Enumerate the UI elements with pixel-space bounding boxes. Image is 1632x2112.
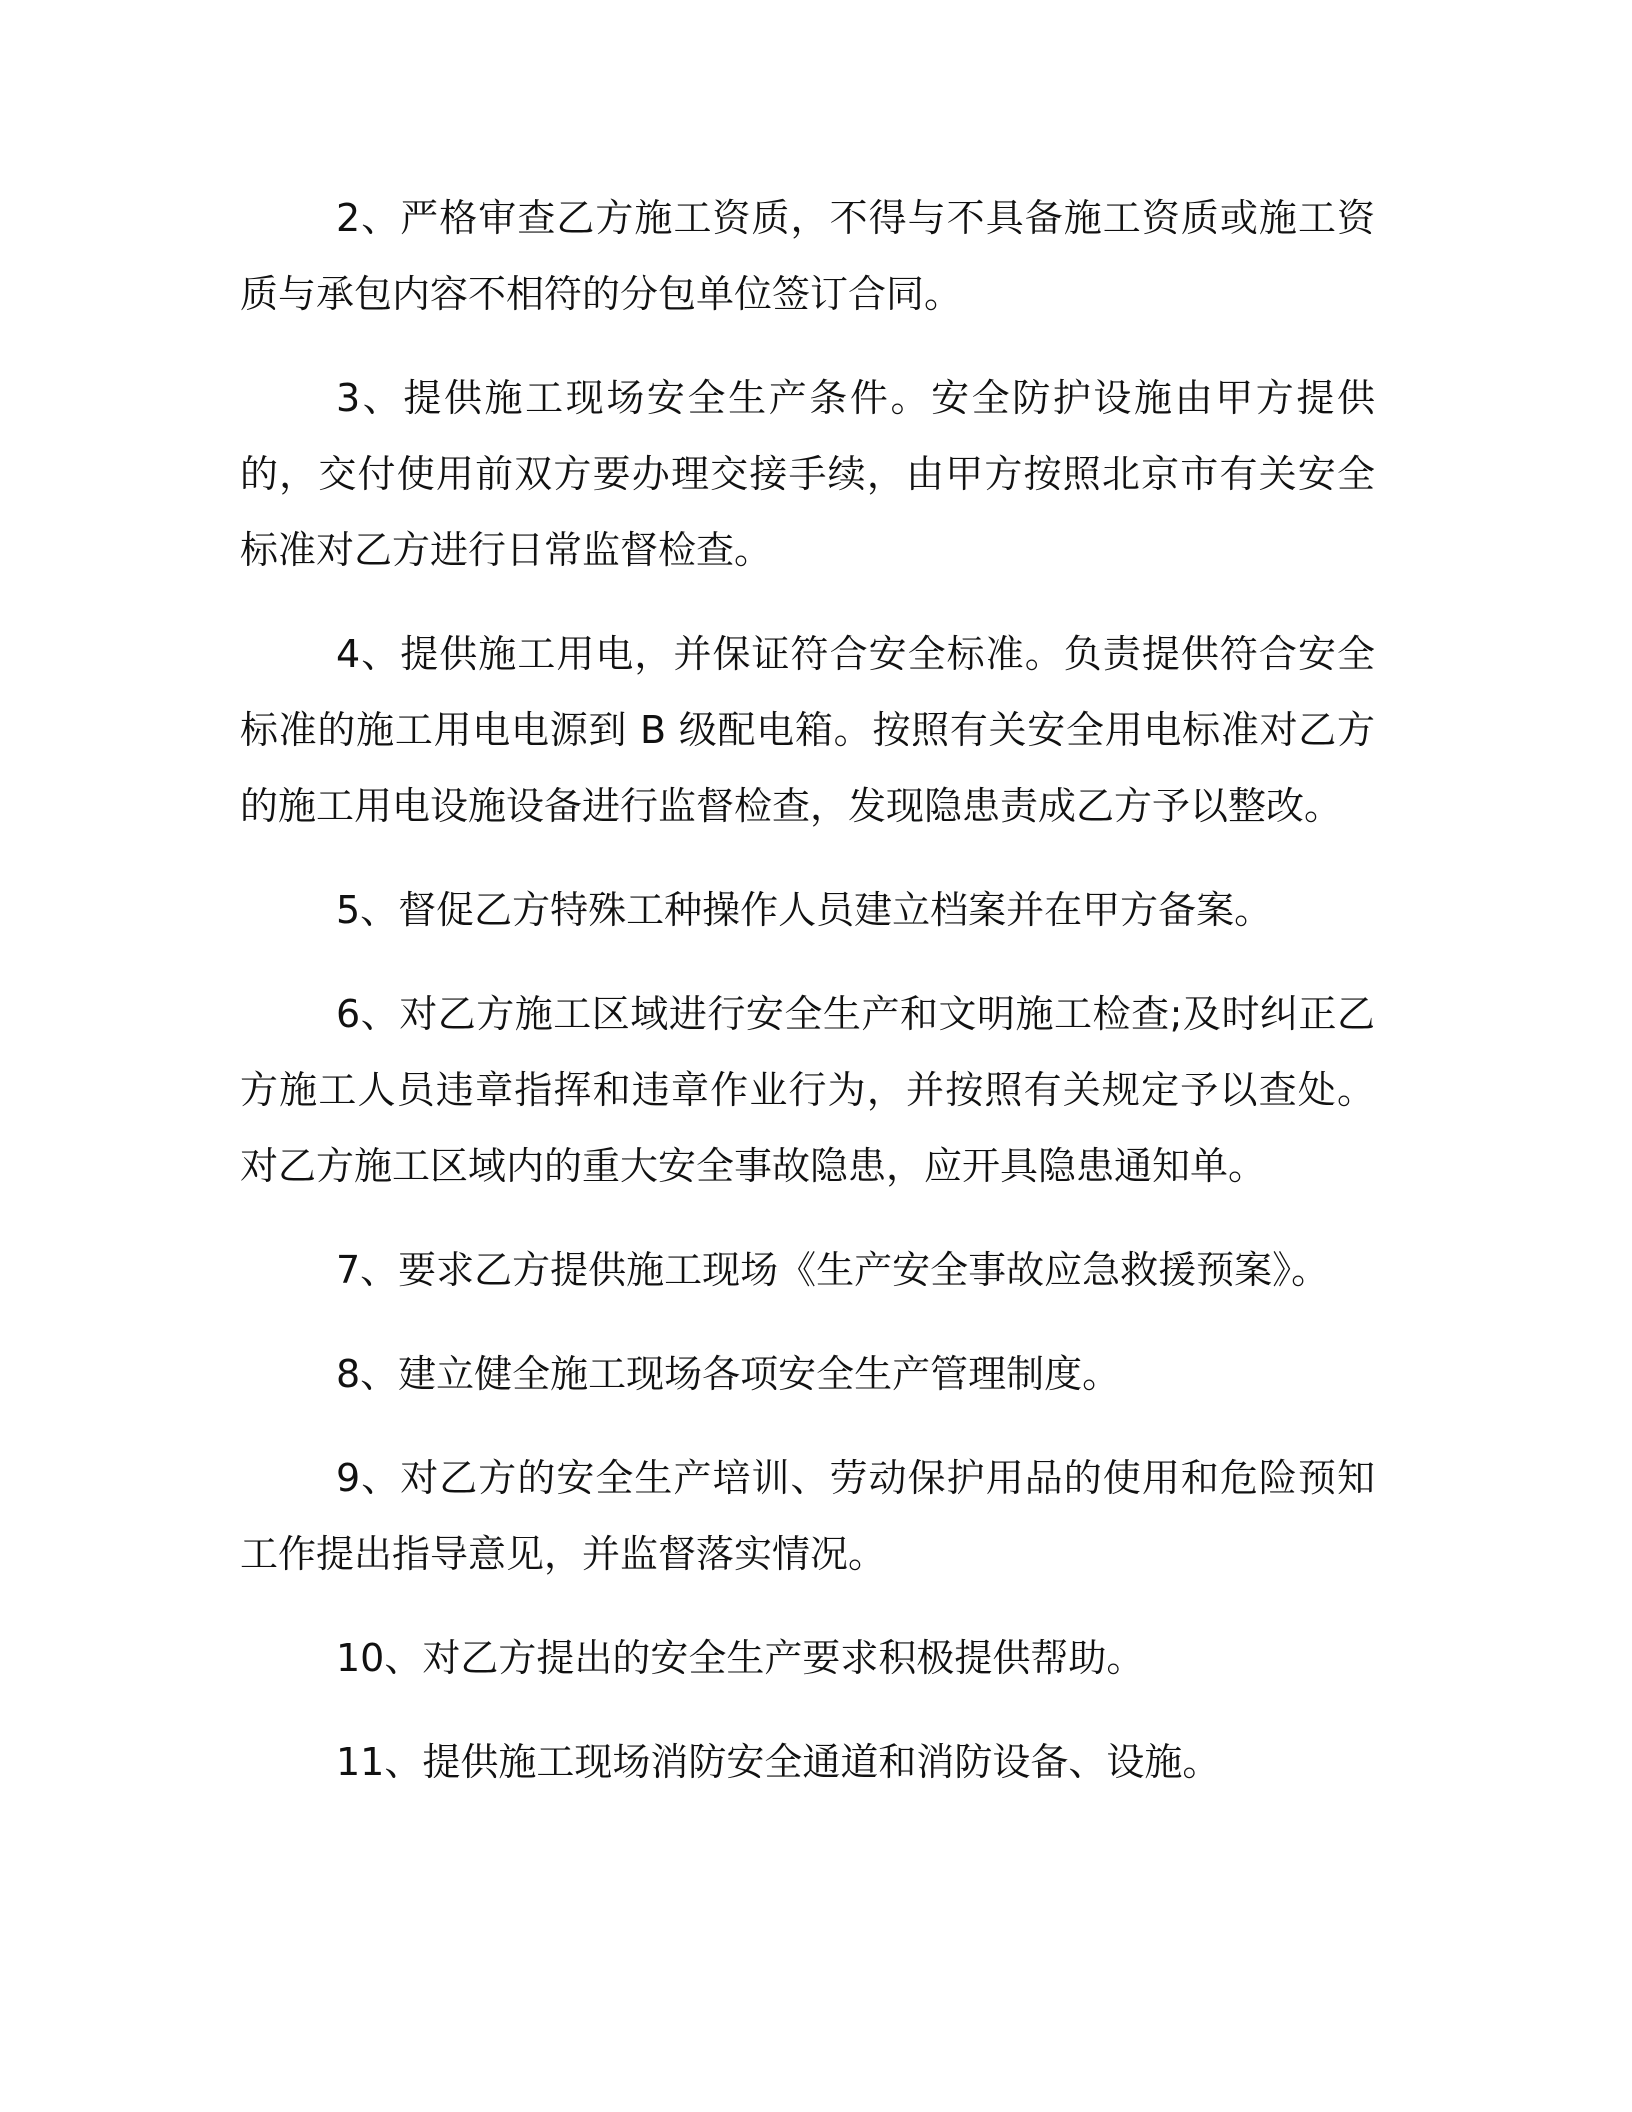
- clause-7: 7、要求乙方提供施工现场《生产安全事故应急救援预案》。: [336, 1248, 1330, 1292]
- clause-3: 3、提供施工现场安全生产条件。安全防护设施由甲方提供的，交付使用前双方要办理交接手续，由甲方按照北京市有关安全标准对乙方进行日常监督检查。: [240, 376, 1375, 572]
- document-body: [240, 180, 1375, 1828]
- clause-9: 9、对乙方的安全生产培训、劳动保护用品的使用和危险预知工作提出指导意见，并监督落实情况。: [240, 1456, 1375, 1576]
- clause-4: 4、提供施工用电，并保证符合安全标准。负责提供符合安全标准的施工用电电源到 B 级配电箱。按照有关安全用电标准对乙方的施工用电设施设备进行监督检查，发现隐患责成乙方予以整改。: [240, 632, 1375, 828]
- clause-11: 11、提供施工现场消防安全通道和消防设备、设施。: [336, 1740, 1221, 1784]
- clause-10: 10、对乙方提出的安全生产要求积极提供帮助。: [336, 1636, 1145, 1680]
- clause-8: 8、建立健全施工现场各项安全生产管理制度。: [336, 1352, 1121, 1396]
- clause-5: 5、督促乙方特殊工种操作人员建立档案并在甲方备案。: [336, 888, 1273, 932]
- clause-6: 6、对乙方施工区域进行安全生产和文明施工检查;及时纠正乙方施工人员违章指挥和违章作业行为，并按照有关规定予以查处。对乙方施工区域内的重大安全事故隐患，应开具隐患通知单。: [240, 992, 1375, 1188]
- clause-2: 2、严格审查乙方施工资质，不得与不具备施工资质或施工资质与承包内容不相符的分包单位签订合同。: [240, 196, 1375, 316]
